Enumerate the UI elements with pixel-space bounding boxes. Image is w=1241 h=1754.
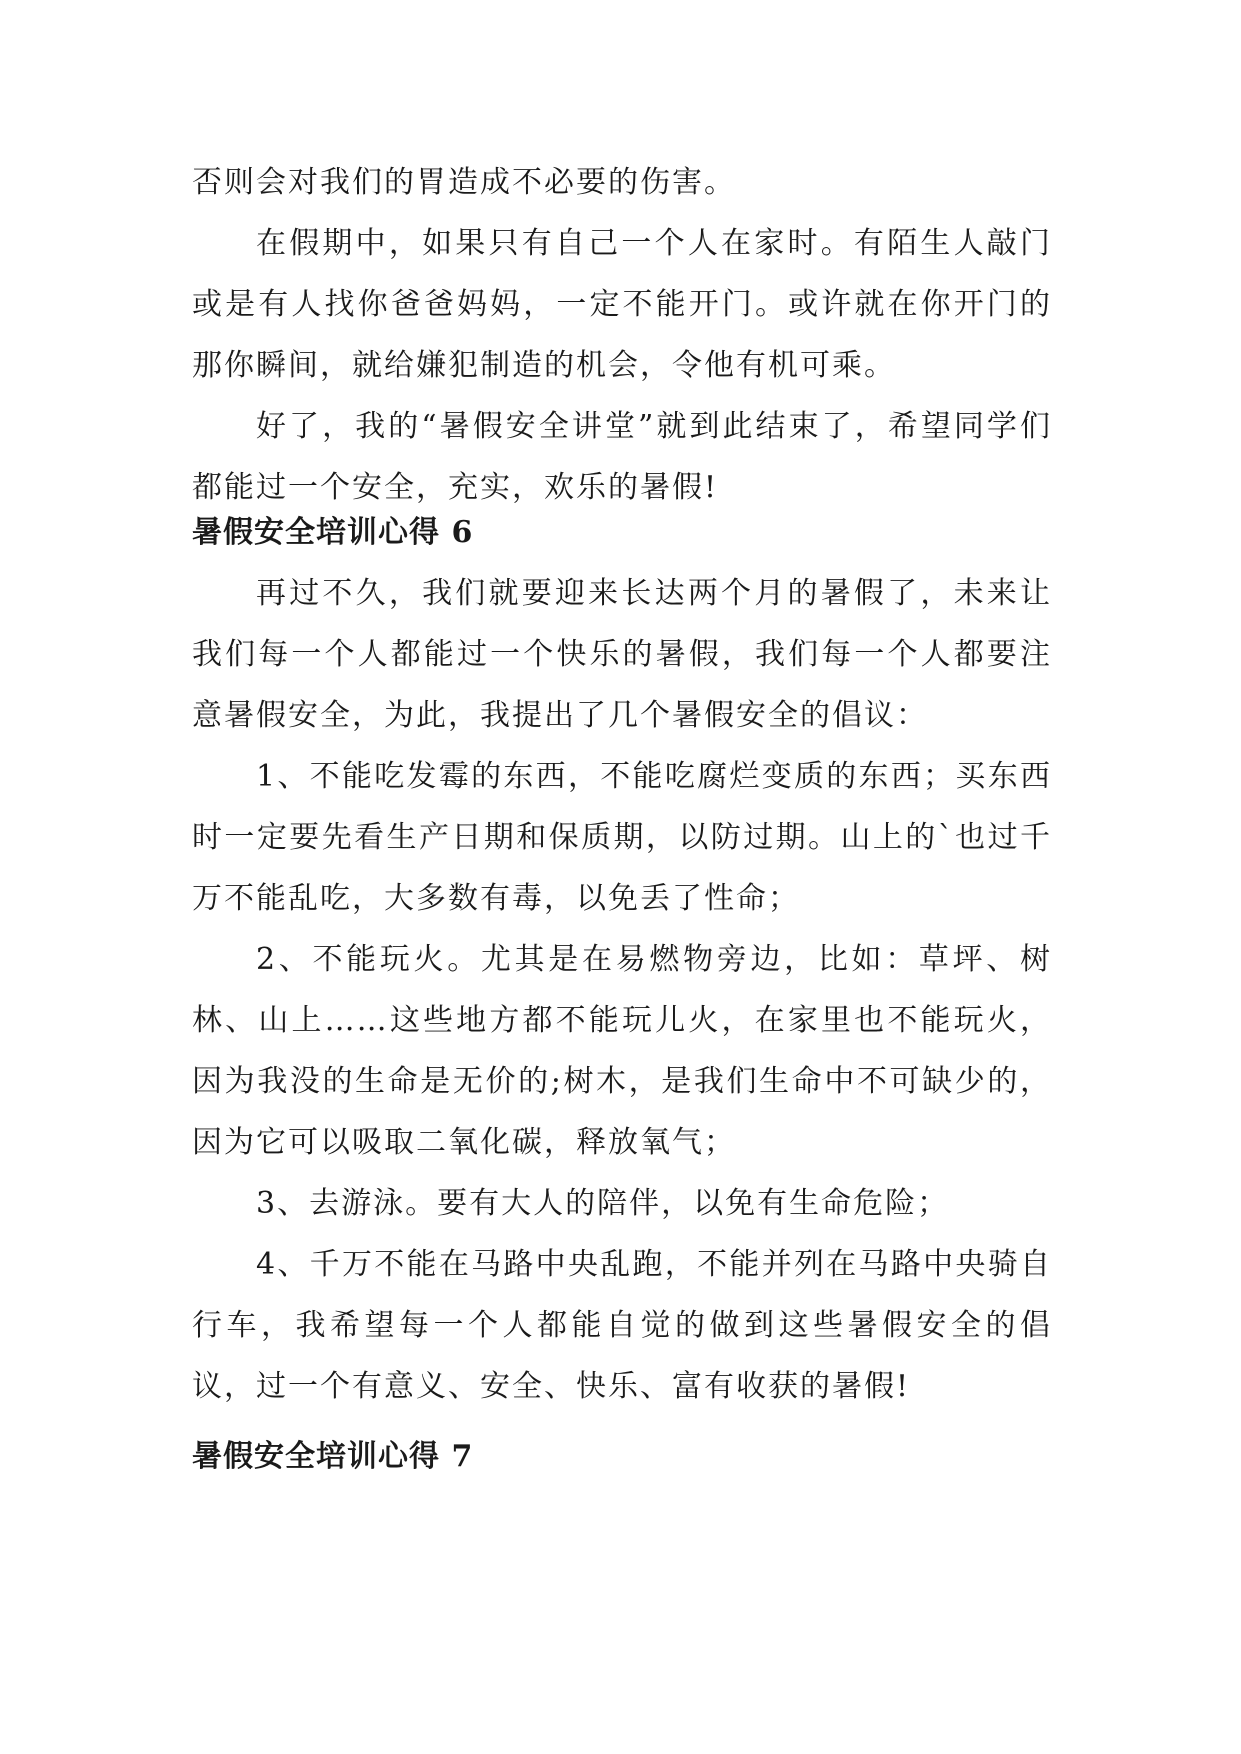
section-heading: 暑假安全培训心得 7 (192, 1439, 474, 1474)
continued-text-block (192, 152, 1052, 518)
paragraph: 2、不能玩火。尤其是在易燃物旁边，比如：草坪、树林、山上……这些地方都不能玩儿火，在家里也不能玩火，因为我没的生命是无价的;树木，是我们生命中不可缺少的，因为它可以吸取二氧化碳，释放氧气； (192, 942, 1052, 1160)
section-heading: 暑假安全培训心得 6 (192, 515, 474, 550)
paragraph: 再过不久，我们就要迎来长达两个月的暑假了，未来让我们每一个人都能过一个快乐的暑假，我们每一个人都要注意暑假安全，为此，我提出了几个暑假安全的倡议： (192, 576, 1052, 733)
paragraph: 否则会对我们的胃造成不必要的伤害。 (192, 165, 736, 200)
section-7 (192, 1426, 1052, 1487)
paragraph: 1、不能吃发霉的东西，不能吃腐烂变质的东西；买东西时一定要先看生产日期和保质期，以防过期。山上的`也过千万不能乱吃，大多数有毒，以免丢了性命； (192, 759, 1052, 916)
paragraph: 好了，我的“暑假安全讲堂”就到此结束了，希望同学们都能过一个安全，充实，欢乐的暑假! (192, 409, 1052, 505)
paragraph: 4、千万不能在马路中央乱跑，不能并列在马路中央骑自行车，我希望每一个人都能自觉的做到这些暑假安全的倡议，过一个有意义、安全、快乐、富有收获的暑假! (192, 1247, 1052, 1404)
section-6 (192, 502, 1052, 1417)
paragraph: 在假期中，如果只有自己一个人在家时。有陌生人敲门或是有人找你爸爸妈妈，一定不能开门。或许就在你开门的那你瞬间，就给嫌犯制造的机会，令他有机可乘。 (192, 226, 1052, 383)
paragraph: 3、去游泳。要有大人的陪伴，以免有生命危险； (256, 1186, 950, 1221)
